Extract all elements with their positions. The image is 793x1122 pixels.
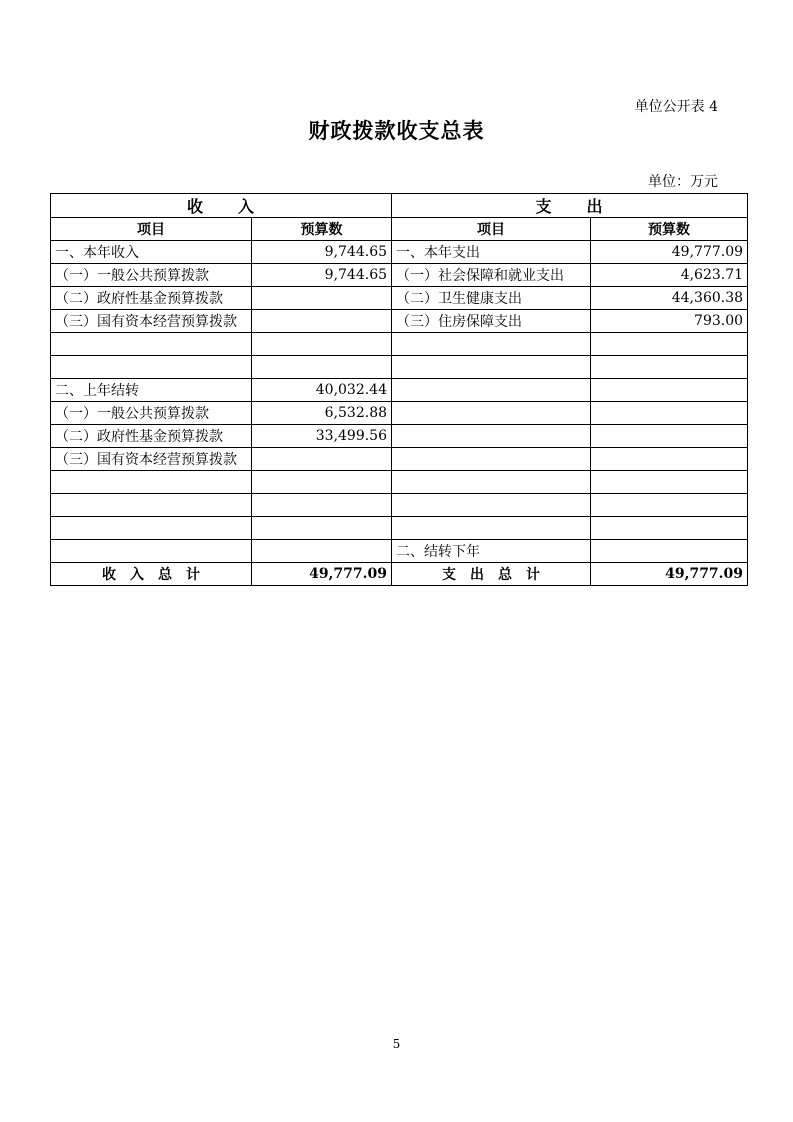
expense-item-cell: 一、本年支出 <box>392 241 591 264</box>
expense-amount-cell <box>591 402 748 425</box>
table-row <box>51 379 748 402</box>
income-amount-column-header: 预算数 <box>252 218 392 241</box>
table-row <box>51 471 748 494</box>
expense-item-cell: 二、结转下年 <box>392 540 591 563</box>
expense-amount-cell <box>591 356 748 379</box>
income-amount-cell: 9,744.65 <box>252 241 392 264</box>
table-row <box>51 287 748 310</box>
expense-amount-cell <box>591 517 748 540</box>
income-total-label: 收 入 总 计 <box>51 563 252 586</box>
income-item-cell: （三）国有资本经营预算拨款 <box>51 310 252 333</box>
income-amount-cell: 6,532.88 <box>252 402 392 425</box>
table-row <box>51 425 748 448</box>
expense-amount-cell <box>591 448 748 471</box>
table-row <box>51 540 748 563</box>
table-row <box>51 517 748 540</box>
income-total-amount: 49,777.09 <box>252 563 392 586</box>
expense-amount-cell: 44,360.38 <box>591 287 748 310</box>
income-item-column-header: 项目 <box>51 218 252 241</box>
income-amount-cell <box>252 494 392 517</box>
expense-amount-column-header: 预算数 <box>591 218 748 241</box>
expense-total-amount: 49,777.09 <box>591 563 748 586</box>
income-amount-cell: 40,032.44 <box>252 379 392 402</box>
income-amount-cell <box>252 356 392 379</box>
income-header: 收 入 <box>51 194 392 218</box>
income-amount-cell <box>252 287 392 310</box>
income-item-cell <box>51 471 252 494</box>
expense-item-cell <box>392 471 591 494</box>
income-amount-cell <box>252 517 392 540</box>
budget-table <box>50 193 748 586</box>
expense-item-cell: （二）卫生健康支出 <box>392 287 591 310</box>
income-item-cell: 二、上年结转 <box>51 379 252 402</box>
income-item-cell: （二）政府性基金预算拨款 <box>51 287 252 310</box>
income-amount-cell <box>252 540 392 563</box>
expense-header: 支 出 <box>392 194 748 218</box>
expense-total-label: 支 出 总 计 <box>392 563 591 586</box>
income-item-cell <box>51 356 252 379</box>
column-header-row <box>51 218 748 241</box>
expense-amount-cell: 49,777.09 <box>591 241 748 264</box>
expense-amount-cell <box>591 471 748 494</box>
income-item-cell: （一）一般公共预算拨款 <box>51 264 252 287</box>
income-item-cell <box>51 494 252 517</box>
income-item-cell <box>51 540 252 563</box>
expense-item-cell <box>392 356 591 379</box>
table-row <box>51 402 748 425</box>
income-item-cell <box>51 517 252 540</box>
income-item-cell: （三）国有资本经营预算拨款 <box>51 448 252 471</box>
table-header-row <box>51 194 748 218</box>
income-amount-cell: 33,499.56 <box>252 425 392 448</box>
expense-amount-cell <box>591 379 748 402</box>
income-item-cell: （二）政府性基金预算拨款 <box>51 425 252 448</box>
income-amount-cell: 9,744.65 <box>252 264 392 287</box>
expense-amount-cell <box>591 494 748 517</box>
table-row <box>51 264 748 287</box>
table-id-label: 单位公开表 4 <box>634 99 718 115</box>
expense-item-cell <box>392 448 591 471</box>
table-row <box>51 356 748 379</box>
expense-amount-cell: 793.00 <box>591 310 748 333</box>
expense-item-column-header: 项目 <box>392 218 591 241</box>
table-row <box>51 333 748 356</box>
expense-item-cell <box>392 494 591 517</box>
table-row <box>51 310 748 333</box>
expense-amount-cell <box>591 540 748 563</box>
income-amount-cell <box>252 448 392 471</box>
expense-item-cell: （三）住房保障支出 <box>392 310 591 333</box>
income-amount-cell <box>252 471 392 494</box>
page-number: 5 <box>392 1037 401 1051</box>
page-title: 财政拨款收支总表 <box>308 118 485 143</box>
income-item-cell <box>51 333 252 356</box>
table-row <box>51 241 748 264</box>
expense-amount-cell <box>591 333 748 356</box>
unit-label: 单位：万元 <box>648 174 718 190</box>
expense-item-cell <box>392 517 591 540</box>
income-amount-cell <box>252 310 392 333</box>
expense-amount-cell: 4,623.71 <box>591 264 748 287</box>
total-row <box>51 563 748 586</box>
expense-item-cell <box>392 425 591 448</box>
expense-amount-cell <box>591 425 748 448</box>
income-item-cell: 一、本年收入 <box>51 241 252 264</box>
table-row <box>51 448 748 471</box>
expense-item-cell: （一）社会保障和就业支出 <box>392 264 591 287</box>
expense-item-cell <box>392 402 591 425</box>
income-amount-cell <box>252 333 392 356</box>
income-item-cell: （一）一般公共预算拨款 <box>51 402 252 425</box>
table-row <box>51 494 748 517</box>
expense-item-cell <box>392 333 591 356</box>
expense-item-cell <box>392 379 591 402</box>
